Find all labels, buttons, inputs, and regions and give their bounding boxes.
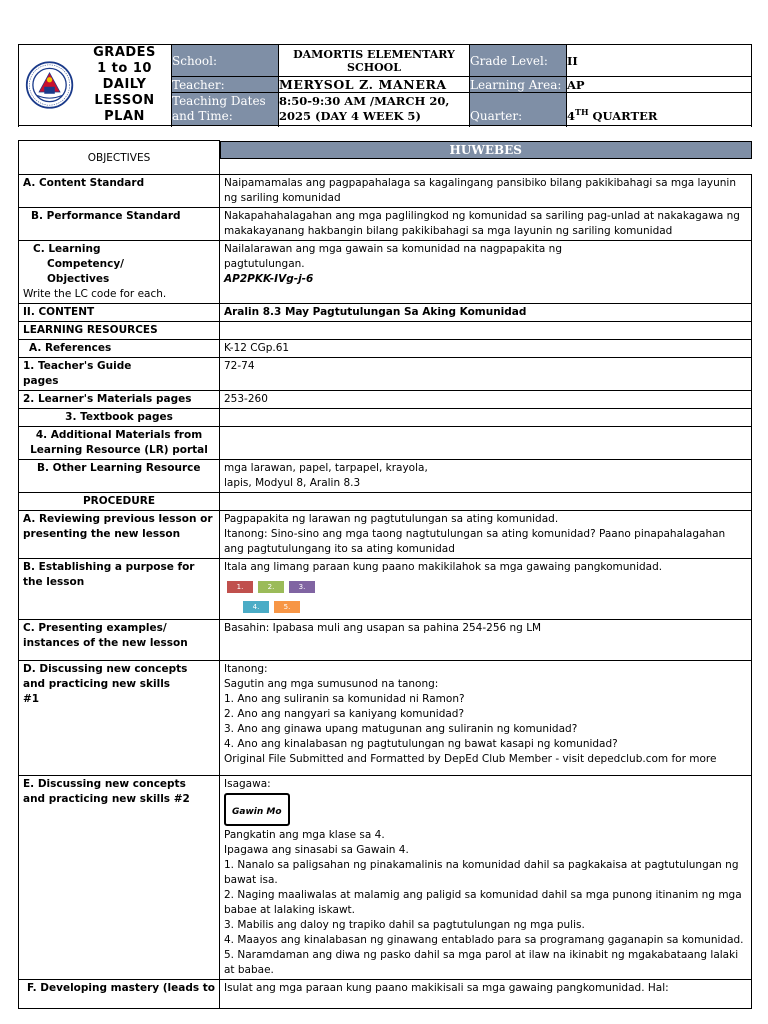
title-line-grades: GRADES: [93, 45, 156, 60]
presenting-label: [19, 620, 220, 661]
discussing2-line: Pangkatin ang mga klase sa 4.: [224, 829, 385, 841]
purpose-value: [220, 559, 752, 620]
competency-text: Nailalarawan ang mga gawain sa komunidad na nagpapakita ng pagtutulungan.: [224, 243, 562, 270]
discussing2-line: 5. Naramdaman ang diwa ng pasko dahil sa mga parol at ilaw na ikinabit ng mgakabataang lalaki at babae.: [224, 949, 739, 976]
gawin-mo-badge: Gawin Mo: [224, 793, 290, 826]
performance-standard-value: Nakapahahalagahan ang mga paglilingkod ng komunidad sa sariling pag-unlad at nakakagawa ng makakayanang hakbangin bilang pakikibahagi sa mga layunin ng sariling komunidad: [220, 208, 752, 241]
mastery-value: Isulat ang mga paraan kung paano makikisali sa mga gawaing pangkomunidad. Hal:: [220, 980, 752, 1009]
purpose-label: [19, 559, 220, 620]
additional-materials-label: 4. Additional Materials from Learning Resource (LR) portal: [19, 427, 220, 460]
reviewing-line2: Itanong: Sino-sino ang mga taong nagtutulungan sa ating komunidad? Paano pinapahalagahan ang pagtutulungang ito sa ating komunidad: [224, 528, 726, 555]
discussing2-value: [220, 776, 752, 980]
procedure-value: [220, 493, 752, 511]
teacher-label: Teacher:: [172, 77, 279, 93]
competency-label-line2: Competency/: [47, 258, 125, 270]
reviewing-label: A. Reviewing previous lesson or presenting the new lesson: [19, 511, 220, 559]
competency-note: Write the LC code for each.: [23, 288, 167, 300]
lesson-plan-title: [78, 45, 171, 125]
discussing1-line: 4. Ano ang kinalabasan ng pagtutulungan ng bawat kasapi ng komunidad?: [224, 738, 618, 750]
purpose-label-text: B. Establishing a purpose for the lesson: [23, 561, 195, 588]
references-label: A. References: [19, 340, 220, 358]
other-resource-value: [220, 460, 752, 493]
teaching-dates-label: Teaching Dates and Time:: [172, 93, 279, 126]
performance-standard-label: [19, 208, 220, 241]
quarter-suffix: TH: [575, 107, 589, 118]
competency-label-line3: Objectives: [47, 273, 110, 285]
deped-seal-icon: [25, 57, 74, 113]
competency-code: AP2PKK-IVg-j-6: [224, 273, 314, 285]
other-resource-label: B. Other Learning Resource: [19, 460, 220, 493]
lesson-table: [18, 140, 752, 1009]
teachers-guide-value: 72-74: [220, 358, 752, 391]
purpose-boxes: [224, 575, 747, 615]
discussing2-label-text: E. Discussing new concepts and practicing new skills #2: [23, 778, 190, 805]
title-line-range: 1 to 10: [97, 61, 152, 76]
teachers-guide-label: [19, 358, 220, 391]
discussing1-line: 2. Ano ang nangyari sa kaniyang komunidad?: [224, 708, 465, 720]
discussing1-line: 1. Ano ang suliranin sa komunidad ni Ramon?: [224, 693, 465, 705]
discussing1-value: [220, 661, 752, 776]
teacher-value: MERYSOL Z. MANERA: [279, 77, 470, 93]
learning-resources-label: LEARNING RESOURCES: [19, 322, 220, 340]
discussing1-line: Original File Submitted and Formatted by DepEd Club Member - visit depedclub.com for more: [224, 753, 717, 765]
learners-materials-label: 2. Learner's Materials pages: [19, 391, 220, 409]
content-label: II. CONTENT: [19, 304, 220, 322]
header-logo-cell: [19, 45, 172, 126]
competency-label-line1: C. Learning: [33, 243, 101, 255]
teaching-dates-value: 8:50-9:30 AM /MARCH 20, 2025 (DAY 4 WEEK 5): [279, 93, 470, 126]
teachers-guide-label-text: 1. Teacher's Guide pages: [23, 360, 132, 387]
presenting-value: Basahin: Ipabasa muli ang usapan sa pahina 254-256 ng LM: [220, 620, 752, 661]
day-header: HUWEBES: [220, 141, 752, 159]
purpose-box-4: 4.: [243, 601, 269, 613]
discussing2-line: 4. Maayos ang kinalabasan ng ginawang entablado para sa programang gaganapin sa komunidad.: [224, 934, 744, 946]
discussing1-label: [19, 661, 220, 776]
textbook-value: [220, 409, 752, 427]
discussing1-line: 3. Ano ang ginawa upang matugunan ang suliranin ng komunidad?: [224, 723, 578, 735]
discussing2-line: 2. Naging maaliwalas at malamig ang paligid sa komunidad dahil sa mga punong itinanim ng mga babae at lalaking iskawt.: [224, 889, 742, 916]
textbook-label: 3. Textbook pages: [19, 409, 220, 427]
discussing1-line: Itanong:: [224, 663, 268, 675]
discussing2-line: 1. Nanalo sa paligsahan ng pinakamalinis na komunidad dahil sa pagkakaisa at pagtutulungan ng bawat isa.: [224, 859, 739, 886]
discussing1-label-text: D. Discussing new concepts and practicing new skills #1: [23, 663, 188, 705]
learning-resources-value: [220, 322, 752, 340]
discussing2-line: 3. Mabilis ang daloy ng trapiko dahil sa pagtutulungan ng mga pulis.: [224, 919, 585, 931]
isagawa-label: Isagawa:: [224, 778, 271, 790]
mastery-label: F. Developing mastery (leads to: [19, 980, 220, 1009]
additional-materials-value: [220, 427, 752, 460]
purpose-box-5: 5.: [274, 601, 300, 613]
learning-area-label: Learning Area:: [470, 77, 567, 93]
procedure-label: PROCEDURE: [19, 493, 220, 511]
day-header-cell: [220, 141, 752, 175]
other-resource-text: mga larawan, papel, tarpapel, krayola, lapis, Modyul 8, Aralin 8.3: [224, 462, 428, 489]
quarter-word: QUARTER: [588, 109, 658, 123]
school-value: DAMORTIS ELEMENTARY SCHOOL: [279, 45, 470, 77]
purpose-box-1: 1.: [227, 581, 253, 593]
content-value: Aralin 8.3 May Pagtutulungan Sa Aking Komunidad: [220, 304, 752, 322]
purpose-box-2: 2.: [258, 581, 284, 593]
discussing1-line: Sagutin ang mga sumusunod na tanong:: [224, 678, 439, 690]
content-standard-value: Naipamamalas ang pagpapahalaga sa kagalingang pansibiko bilang pakikibahagi sa mga layunin ng sariling komunidad: [220, 175, 752, 208]
competency-label: [19, 241, 220, 304]
references-value: K-12 CGp.61: [220, 340, 752, 358]
learners-materials-value: 253-260: [220, 391, 752, 409]
content-standard-label: A. Content Standard: [19, 175, 220, 208]
objectives-header: OBJECTIVES: [19, 141, 220, 175]
competency-value: [220, 241, 752, 304]
discussing2-label: [19, 776, 220, 980]
grade-level-value: II: [567, 45, 752, 77]
title-line-lesson-plan: LESSON PLAN: [94, 93, 155, 124]
purpose-box-3: 3.: [289, 581, 315, 593]
reviewing-value: [220, 511, 752, 559]
title-line-daily: DAILY: [102, 77, 147, 92]
header-table: [18, 44, 752, 126]
presenting-label-text: C. Presenting examples/ instances of the new lesson: [23, 622, 188, 649]
quarter-value: [567, 93, 752, 126]
learning-area-value: AP: [567, 77, 752, 93]
discussing2-line: Ipagawa ang sinasabi sa Gawain 4.: [224, 844, 409, 856]
quarter-label: Quarter:: [470, 93, 567, 126]
school-label: School:: [172, 45, 279, 77]
grade-level-label: Grade Level:: [470, 45, 567, 77]
quarter-number: 4: [567, 109, 576, 123]
reviewing-line1: Pagpapakita ng larawan ng pagtutulungan sa ating komunidad.: [224, 513, 559, 525]
performance-standard-label-text: B. Performance Standard: [31, 210, 181, 222]
purpose-text: Itala ang limang paraan kung paano makikilahok sa mga gawaing pangkomunidad.: [224, 561, 663, 573]
